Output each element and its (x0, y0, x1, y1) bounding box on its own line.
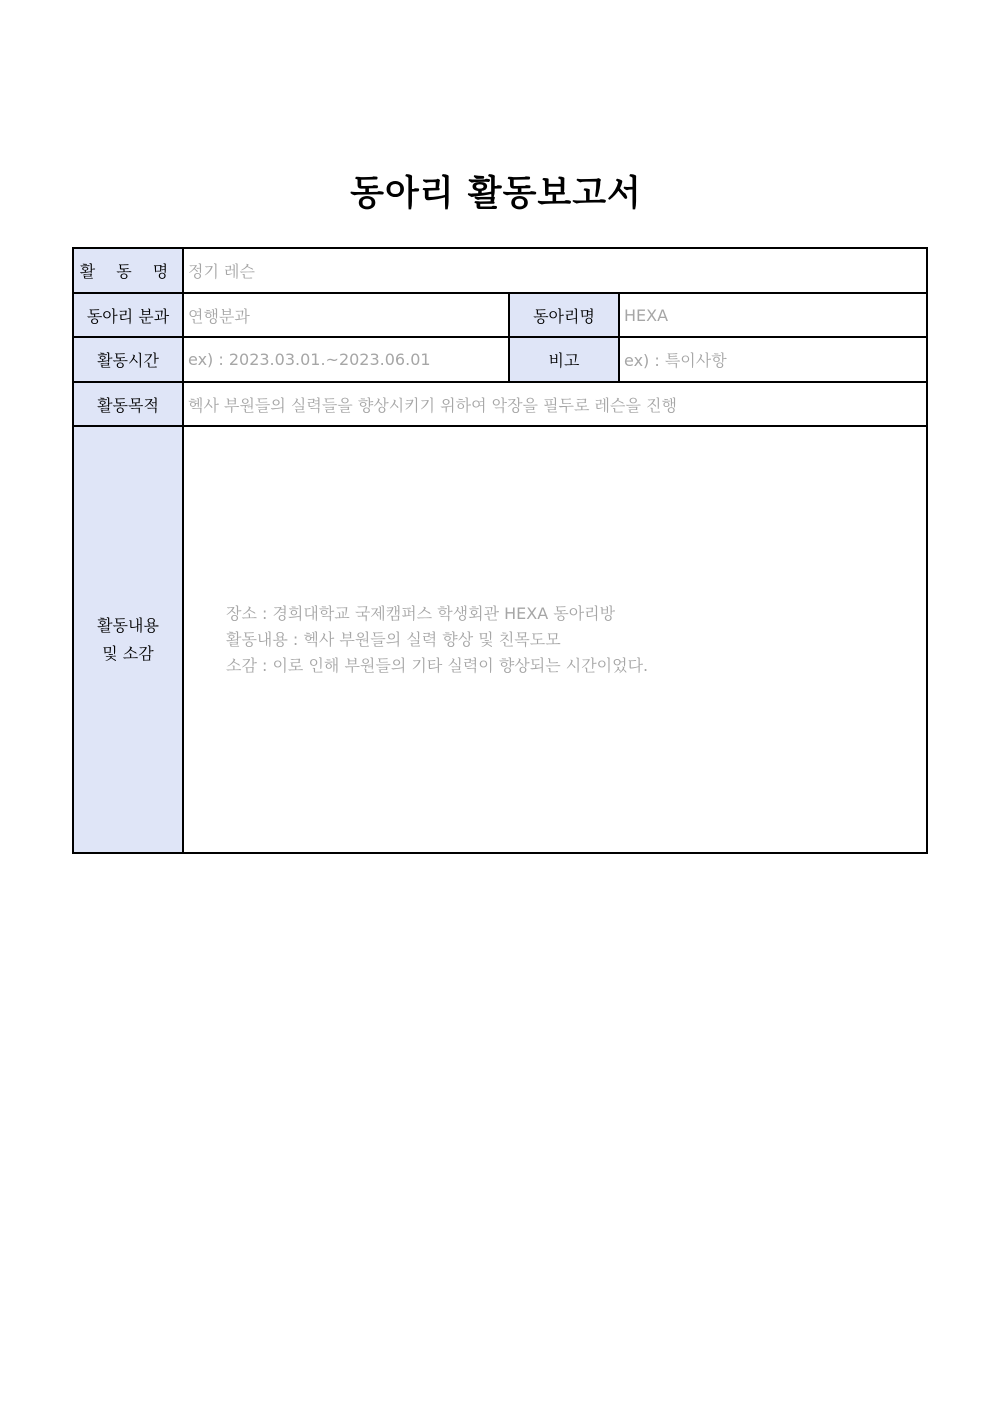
club-division-label: 동아리 분과 (73, 293, 183, 337)
row-activity-name (73, 248, 927, 293)
club-division-field[interactable]: 연행분과 (183, 293, 509, 337)
row-activity-purpose (73, 382, 927, 426)
row-club-info (73, 293, 927, 337)
activity-time-label: 활동시간 (73, 337, 183, 382)
club-name-field[interactable]: HEXA (619, 293, 927, 337)
activity-purpose-field[interactable]: 헥사 부원들의 실력들을 향상시키기 위하여 악장을 필두로 레슨을 진행 (183, 382, 927, 426)
report-table (72, 247, 928, 854)
document-title: 동아리 활동보고서 (350, 174, 642, 214)
activity-content-text (184, 601, 926, 679)
activity-content-label-line1: 활동내용 (97, 615, 159, 635)
remarks-field[interactable]: ex) : 특이사항 (619, 337, 927, 382)
club-name-label: 동아리명 (509, 293, 619, 337)
remarks-label: 비고 (509, 337, 619, 382)
content-line-impression: 소감 : 이로 인해 부원들의 기타 실력이 향상되는 시간이었다. (226, 655, 649, 675)
row-activity-content (73, 426, 927, 853)
activity-content-label-line2: 및 소감 (102, 643, 154, 663)
content-line-location: 장소 : 경희대학교 국제캠퍼스 학생회관 HEXA 동아리방 (226, 603, 616, 623)
activity-time-field[interactable]: ex) : 2023.03.01.~2023.06.01 (183, 337, 509, 382)
row-activity-time (73, 337, 927, 382)
activity-name-label: 활 동 명 (73, 248, 183, 293)
activity-name-field[interactable]: 정기 레슨 (183, 248, 927, 293)
activity-purpose-label: 활동목적 (73, 382, 183, 426)
activity-content-label (73, 426, 183, 853)
content-line-activity: 활동내용 : 헥사 부원들의 실력 향상 및 친목도모 (226, 629, 561, 649)
activity-content-field[interactable] (183, 426, 927, 853)
